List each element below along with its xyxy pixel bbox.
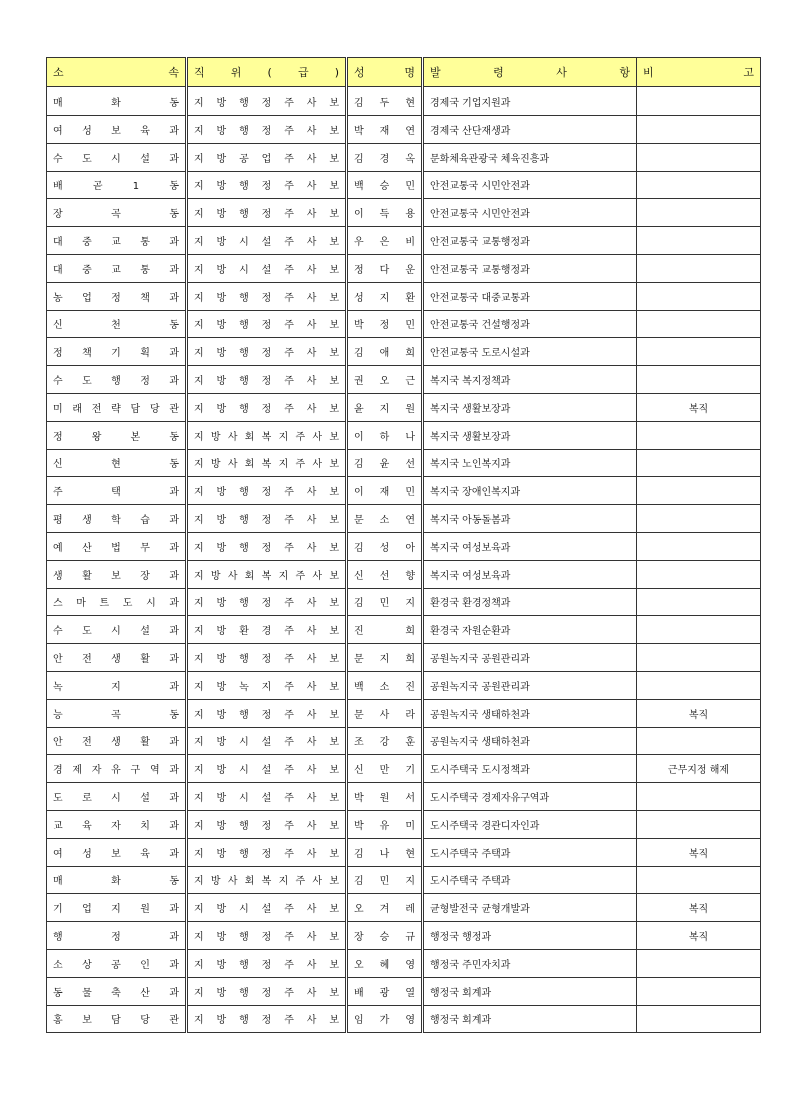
cell-remarks	[637, 727, 761, 755]
cell-remarks	[637, 866, 761, 894]
cell-position: 지 방 행 정 주 사 보	[187, 644, 347, 672]
table-row	[47, 616, 761, 644]
cell-affiliation: 주 택 과	[47, 477, 187, 505]
header-remarks: 비 고	[637, 58, 761, 87]
cell-appointment: 공원녹지국 공원관리과	[423, 671, 637, 699]
cell-affiliation: 신 천 동	[47, 310, 187, 338]
cell-appointment: 경제국 기업지원과	[423, 87, 637, 116]
table-row	[47, 838, 761, 866]
cell-name: 이 재 민	[347, 477, 423, 505]
cell-position: 지 방 시 설 주 사 보	[187, 783, 347, 811]
table-row	[47, 393, 761, 421]
table-row	[47, 755, 761, 783]
cell-name: 박 정 민	[347, 310, 423, 338]
table-header	[47, 58, 761, 87]
cell-affiliation: 소 상 공 인 과	[47, 949, 187, 977]
cell-position: 지 방 행 정 주 사 보	[187, 199, 347, 227]
cell-appointment: 복지국 여성보육과	[423, 532, 637, 560]
cell-name: 김 나 현	[347, 838, 423, 866]
cell-name: 김 경 옥	[347, 143, 423, 171]
table-row	[47, 894, 761, 922]
cell-affiliation: 생 활 보 장 과	[47, 560, 187, 588]
cell-affiliation: 미 래 전 략 담 당 관	[47, 393, 187, 421]
cell-affiliation: 홍 보 담 당 관	[47, 1005, 187, 1033]
cell-affiliation: 정 왕 본 동	[47, 421, 187, 449]
table-row	[47, 143, 761, 171]
cell-name: 임 가 영	[347, 1005, 423, 1033]
table-row	[47, 810, 761, 838]
cell-remarks	[637, 421, 761, 449]
cell-remarks	[637, 671, 761, 699]
cell-appointment: 안전교통국 교통행정과	[423, 254, 637, 282]
cell-remarks	[637, 588, 761, 616]
cell-affiliation: 대 중 교 통 과	[47, 227, 187, 255]
cell-appointment: 안전교통국 대중교통과	[423, 282, 637, 310]
cell-position: 지 방 행 정 주 사 보	[187, 477, 347, 505]
cell-position: 지 방 행 정 주 사 보	[187, 532, 347, 560]
table-row	[47, 282, 761, 310]
table-row	[47, 949, 761, 977]
table-row	[47, 338, 761, 366]
cell-name: 문 소 연	[347, 505, 423, 533]
cell-remarks	[637, 505, 761, 533]
cell-appointment: 복지국 장애인복지과	[423, 477, 637, 505]
cell-position: 지 방 사 회 복 지 주 사 보	[187, 560, 347, 588]
cell-name: 권 오 근	[347, 366, 423, 394]
cell-remarks	[637, 310, 761, 338]
cell-appointment: 안전교통국 시민안전과	[423, 199, 637, 227]
cell-affiliation: 행 정 과	[47, 922, 187, 950]
cell-position: 지 방 시 설 주 사 보	[187, 227, 347, 255]
cell-affiliation: 기 업 지 원 과	[47, 894, 187, 922]
cell-remarks	[637, 338, 761, 366]
cell-position: 지 방 녹 지 주 사 보	[187, 671, 347, 699]
table-row	[47, 560, 761, 588]
cell-remarks	[637, 477, 761, 505]
table-row	[47, 727, 761, 755]
cell-affiliation: 수 도 시 설 과	[47, 616, 187, 644]
cell-position: 지 방 사 회 복 지 주 사 보	[187, 421, 347, 449]
header-name: 성 명	[347, 58, 423, 87]
cell-name: 백 승 민	[347, 171, 423, 199]
cell-name: 장 승 규	[347, 922, 423, 950]
cell-position: 지 방 행 정 주 사 보	[187, 838, 347, 866]
cell-affiliation: 스 마 트 도 시 과	[47, 588, 187, 616]
cell-affiliation: 동 물 축 산 과	[47, 977, 187, 1005]
header-position: 직 위 ( 급 )	[187, 58, 347, 87]
cell-remarks	[637, 616, 761, 644]
table-row	[47, 227, 761, 255]
cell-affiliation: 능 곡 동	[47, 699, 187, 727]
cell-position: 지 방 사 회 복 지 주 사 보	[187, 449, 347, 477]
table-row	[47, 505, 761, 533]
cell-remarks: 복직	[637, 838, 761, 866]
cell-remarks	[637, 449, 761, 477]
table-row	[47, 87, 761, 116]
cell-position: 지 방 시 설 주 사 보	[187, 755, 347, 783]
cell-remarks: 복직	[637, 393, 761, 421]
cell-appointment: 복지국 복지정책과	[423, 366, 637, 394]
cell-name: 신 만 기	[347, 755, 423, 783]
cell-name: 박 유 미	[347, 810, 423, 838]
table-row	[47, 977, 761, 1005]
cell-appointment: 도시주택국 주택과	[423, 838, 637, 866]
cell-appointment: 복지국 노인복지과	[423, 449, 637, 477]
cell-remarks: 복직	[637, 922, 761, 950]
cell-remarks	[637, 977, 761, 1005]
table-row	[47, 449, 761, 477]
cell-appointment: 경제국 산단재생과	[423, 116, 637, 144]
table-row	[47, 171, 761, 199]
cell-name: 김 두 현	[347, 87, 423, 116]
cell-affiliation: 대 중 교 통 과	[47, 254, 187, 282]
cell-name: 이 하 나	[347, 421, 423, 449]
cell-name: 박 재 연	[347, 116, 423, 144]
cell-remarks	[637, 254, 761, 282]
cell-position: 지 방 행 정 주 사 보	[187, 810, 347, 838]
cell-remarks	[637, 366, 761, 394]
cell-appointment: 균형발전국 균형개발과	[423, 894, 637, 922]
cell-appointment: 행정국 회계과	[423, 1005, 637, 1033]
cell-affiliation: 평 생 학 습 과	[47, 505, 187, 533]
cell-name: 김 민 지	[347, 588, 423, 616]
cell-affiliation: 수 도 행 정 과	[47, 366, 187, 394]
cell-name: 신 선 향	[347, 560, 423, 588]
cell-appointment: 복지국 아동돌봄과	[423, 505, 637, 533]
cell-appointment: 도시주택국 도시정책과	[423, 755, 637, 783]
table-row	[47, 588, 761, 616]
table-row	[47, 421, 761, 449]
cell-position: 지 방 행 정 주 사 보	[187, 338, 347, 366]
cell-position: 지 방 환 경 주 사 보	[187, 616, 347, 644]
cell-appointment: 안전교통국 교통행정과	[423, 227, 637, 255]
table-row	[47, 866, 761, 894]
cell-affiliation: 안 전 생 활 과	[47, 644, 187, 672]
table-row	[47, 116, 761, 144]
cell-remarks	[637, 1005, 761, 1033]
header-row	[47, 58, 761, 87]
cell-name: 우 은 비	[347, 227, 423, 255]
cell-name: 정 다 운	[347, 254, 423, 282]
table-row	[47, 310, 761, 338]
cell-name: 백 소 진	[347, 671, 423, 699]
cell-position: 지 방 행 정 주 사 보	[187, 1005, 347, 1033]
cell-position: 지 방 행 정 주 사 보	[187, 171, 347, 199]
table-row	[47, 532, 761, 560]
cell-position: 지 방 시 설 주 사 보	[187, 254, 347, 282]
cell-appointment: 안전교통국 도로시설과	[423, 338, 637, 366]
cell-position: 지 방 행 정 주 사 보	[187, 366, 347, 394]
cell-position: 지 방 행 정 주 사 보	[187, 310, 347, 338]
cell-position: 지 방 행 정 주 사 보	[187, 282, 347, 310]
cell-position: 지 방 행 정 주 사 보	[187, 588, 347, 616]
personnel-appointment-table	[46, 57, 761, 1033]
table-body	[47, 87, 761, 1033]
cell-remarks	[637, 560, 761, 588]
cell-name: 조 강 훈	[347, 727, 423, 755]
cell-name: 김 윤 선	[347, 449, 423, 477]
cell-position: 지 방 행 정 주 사 보	[187, 699, 347, 727]
cell-position: 지 방 행 정 주 사 보	[187, 922, 347, 950]
cell-position: 지 방 행 정 주 사 보	[187, 116, 347, 144]
table-row	[47, 1005, 761, 1033]
cell-affiliation: 수 도 시 설 과	[47, 143, 187, 171]
cell-affiliation: 농 업 정 책 과	[47, 282, 187, 310]
cell-affiliation: 경 제 자 유 구 역 과	[47, 755, 187, 783]
cell-position: 지 방 시 설 주 사 보	[187, 894, 347, 922]
cell-appointment: 문화체육관광국 체육진흥과	[423, 143, 637, 171]
cell-appointment: 도시주택국 경관디자인과	[423, 810, 637, 838]
cell-position: 지 방 시 설 주 사 보	[187, 727, 347, 755]
cell-appointment: 안전교통국 시민안전과	[423, 171, 637, 199]
cell-affiliation: 도 로 시 설 과	[47, 783, 187, 811]
table-row	[47, 644, 761, 672]
cell-remarks: 근무지정 해제	[637, 755, 761, 783]
cell-remarks	[637, 87, 761, 116]
cell-appointment: 도시주택국 주택과	[423, 866, 637, 894]
cell-remarks	[637, 171, 761, 199]
cell-remarks	[637, 532, 761, 560]
table-row	[47, 366, 761, 394]
cell-name: 이 득 용	[347, 199, 423, 227]
cell-appointment: 도시주택국 경제자유구역과	[423, 783, 637, 811]
table-row	[47, 671, 761, 699]
cell-remarks	[637, 227, 761, 255]
cell-position: 지 방 공 업 주 사 보	[187, 143, 347, 171]
cell-remarks	[637, 282, 761, 310]
cell-position: 지 방 행 정 주 사 보	[187, 949, 347, 977]
cell-name: 김 애 희	[347, 338, 423, 366]
cell-appointment: 행정국 주민자치과	[423, 949, 637, 977]
cell-appointment: 환경국 자원순환과	[423, 616, 637, 644]
cell-appointment: 공원녹지국 생태하천과	[423, 727, 637, 755]
cell-name: 진 희	[347, 616, 423, 644]
cell-affiliation: 예 산 법 무 과	[47, 532, 187, 560]
table-row	[47, 199, 761, 227]
cell-appointment: 공원녹지국 생태하천과	[423, 699, 637, 727]
cell-position: 지 방 행 정 주 사 보	[187, 977, 347, 1005]
table-row	[47, 699, 761, 727]
cell-position: 지 방 행 정 주 사 보	[187, 87, 347, 116]
cell-name: 박 원 서	[347, 783, 423, 811]
cell-name: 윤 지 원	[347, 393, 423, 421]
cell-name: 문 지 희	[347, 644, 423, 672]
cell-affiliation: 배 곧 1 동	[47, 171, 187, 199]
cell-remarks	[637, 949, 761, 977]
cell-affiliation: 매 화 동	[47, 866, 187, 894]
cell-appointment: 안전교통국 건설행정과	[423, 310, 637, 338]
table-row	[47, 922, 761, 950]
cell-position: 지 방 행 정 주 사 보	[187, 505, 347, 533]
table-row	[47, 783, 761, 811]
cell-position: 지 방 행 정 주 사 보	[187, 393, 347, 421]
cell-appointment: 복지국 생활보장과	[423, 393, 637, 421]
cell-position: 지 방 사 회 복 지 주 사 보	[187, 866, 347, 894]
table-row	[47, 477, 761, 505]
cell-affiliation: 매 화 동	[47, 87, 187, 116]
cell-affiliation: 여 성 보 육 과	[47, 838, 187, 866]
cell-appointment: 행정국 회계과	[423, 977, 637, 1005]
cell-appointment: 복지국 생활보장과	[423, 421, 637, 449]
cell-name: 배 광 열	[347, 977, 423, 1005]
cell-affiliation: 교 육 자 치 과	[47, 810, 187, 838]
cell-remarks	[637, 199, 761, 227]
header-affiliation: 소 속	[47, 58, 187, 87]
cell-appointment: 환경국 환경정책과	[423, 588, 637, 616]
cell-affiliation: 안 전 생 활 과	[47, 727, 187, 755]
cell-remarks	[637, 143, 761, 171]
cell-remarks	[637, 783, 761, 811]
cell-name: 성 지 환	[347, 282, 423, 310]
cell-name: 문 사 라	[347, 699, 423, 727]
cell-remarks: 복직	[637, 699, 761, 727]
cell-affiliation: 장 곡 동	[47, 199, 187, 227]
cell-remarks: 복직	[637, 894, 761, 922]
cell-remarks	[637, 116, 761, 144]
cell-affiliation: 신 현 동	[47, 449, 187, 477]
cell-appointment: 공원녹지국 공원관리과	[423, 644, 637, 672]
cell-affiliation: 정 책 기 획 과	[47, 338, 187, 366]
cell-appointment: 행정국 행정과	[423, 922, 637, 950]
cell-remarks	[637, 810, 761, 838]
cell-name: 오 혜 영	[347, 949, 423, 977]
header-appointment: 발 령 사 항	[423, 58, 637, 87]
cell-appointment: 복지국 여성보육과	[423, 560, 637, 588]
cell-affiliation: 녹 지 과	[47, 671, 187, 699]
cell-name: 김 성 아	[347, 532, 423, 560]
cell-name: 오 겨 레	[347, 894, 423, 922]
cell-remarks	[637, 644, 761, 672]
table-row	[47, 254, 761, 282]
cell-affiliation: 여 성 보 육 과	[47, 116, 187, 144]
cell-name: 김 민 지	[347, 866, 423, 894]
